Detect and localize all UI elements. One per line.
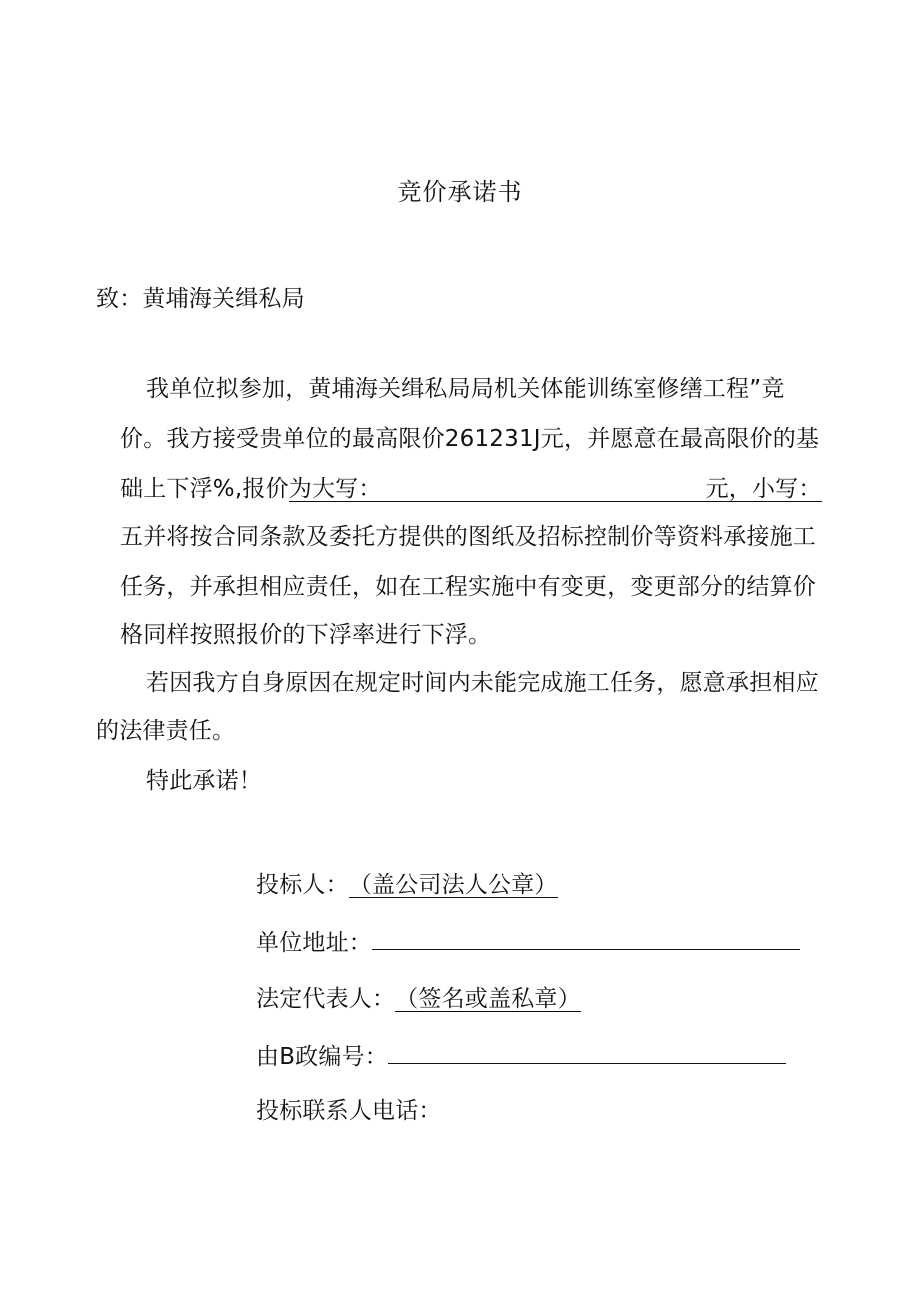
legal-rep-signature-field: （签名或盖私章） [395, 986, 581, 1012]
postcode-label: 由B政编号： [256, 1044, 388, 1070]
paragraph-1-line-3-prefix: 础上下浮%,报价 [120, 476, 289, 502]
paragraph-1-line-5: 任务，并承担相应责任，如在工程实施中有变更，变更部分的结算价 [120, 574, 816, 600]
document-title: 竞价承诺书 [397, 178, 523, 206]
paragraph-2-line-2: 的法律责任。 [96, 718, 236, 744]
contact-phone-row [256, 1096, 442, 1126]
postcode-row [256, 1041, 786, 1072]
bidder-label: 投标人： [256, 872, 349, 898]
bidder-row [256, 870, 558, 900]
address-label: 单位地址： [256, 930, 372, 956]
salutation: 致：黄埔海关缉私局 [96, 286, 305, 312]
address-blank [372, 927, 800, 950]
legal-rep-row [256, 984, 581, 1014]
price-in-words-label: 为大写： [288, 476, 382, 502]
postcode-blank [388, 1041, 786, 1064]
closing-statement: 特此承诺！ [146, 768, 262, 794]
bidder-seal-field: （盖公司法人公章） [348, 872, 558, 898]
address-row [256, 927, 800, 958]
paragraph-1-line-4: 五并将按合同条款及委托方提供的图纸及招标控制价等资料承接施工 [120, 524, 816, 550]
paragraph-2-line-1: 若因我方自身原因在规定时间内未能完成施工任务，愿意承担相应 [146, 670, 819, 696]
price-in-figures-label: 元，小写： [705, 476, 822, 502]
contact-phone-label: 投标联系人电话： [256, 1098, 442, 1124]
paragraph-1-line-3 [120, 474, 822, 504]
paragraph-1-line-2: 价。我方接受贵单位的最高限价261231J元，并愿意在最高限价的基 [120, 426, 820, 452]
paragraph-1-line-1: 我单位拟参加，黄埔海关缉私局局机关体能训练室修缮工程”竞 [146, 376, 785, 402]
price-in-words-field [289, 477, 822, 502]
paragraph-1-line-6: 格同样按照报价的下浮率进行下浮。 [120, 622, 492, 648]
legal-rep-label: 法定代表人： [256, 986, 396, 1012]
